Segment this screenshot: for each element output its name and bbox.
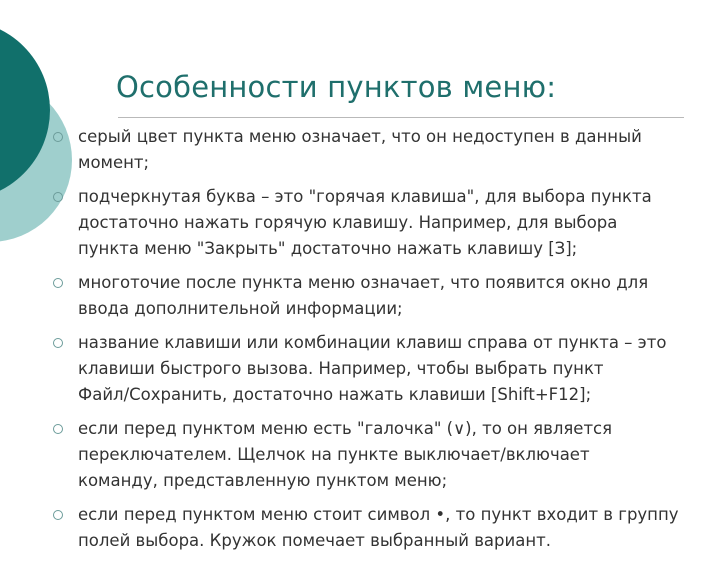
bullet-item bbox=[48, 184, 716, 262]
bullet-text: многоточие после пункта меню означает, что появится окно для ввода дополнительной информации; bbox=[78, 273, 649, 318]
bullet-item bbox=[48, 502, 716, 554]
bullet-item bbox=[48, 330, 716, 408]
bullet-item bbox=[48, 416, 716, 494]
bullet-text: если перед пунктом меню есть "галочка" (∨), то он является переключателем. Щелчок на пункте выключает/включает команду, представленную пунктом меню; bbox=[78, 419, 613, 490]
bullet-circle-icon bbox=[53, 424, 63, 434]
bullet-item bbox=[48, 270, 716, 322]
bullet-circle-icon bbox=[53, 338, 63, 348]
bullet-text: название клавиши или комбинации клавиш справа от пункта – это клавиши быстрого вызова. Например, чтобы выбрать пункт Файл/Сохранить, достаточно нажать клавиши [Shift+F12]; bbox=[78, 333, 667, 404]
bullet-text: серый цвет пункта меню означает, что он недоступен в данный момент; bbox=[78, 127, 642, 172]
bullet-circle-icon bbox=[53, 510, 63, 520]
title-divider bbox=[118, 117, 684, 118]
bullet-circle-icon bbox=[53, 278, 63, 288]
bullet-item bbox=[48, 124, 716, 176]
bullet-text: подчеркнутая буква – это "горячая клавиша", для выбора пункта достаточно нажать горячую клавишу. Например, для выбора пункта меню "Закрыть" достаточно нажать клавишу [З]; bbox=[78, 187, 652, 258]
bullet-circle-icon bbox=[53, 132, 63, 142]
slide-title: Особенности пунктов меню: bbox=[116, 70, 557, 104]
bullet-list bbox=[48, 124, 716, 562]
bullet-circle-icon bbox=[53, 192, 63, 202]
bullet-text: если перед пунктом меню стоит символ •, то пункт входит в группу полей выбора. Кружок помечает выбранный вариант. bbox=[78, 505, 679, 550]
